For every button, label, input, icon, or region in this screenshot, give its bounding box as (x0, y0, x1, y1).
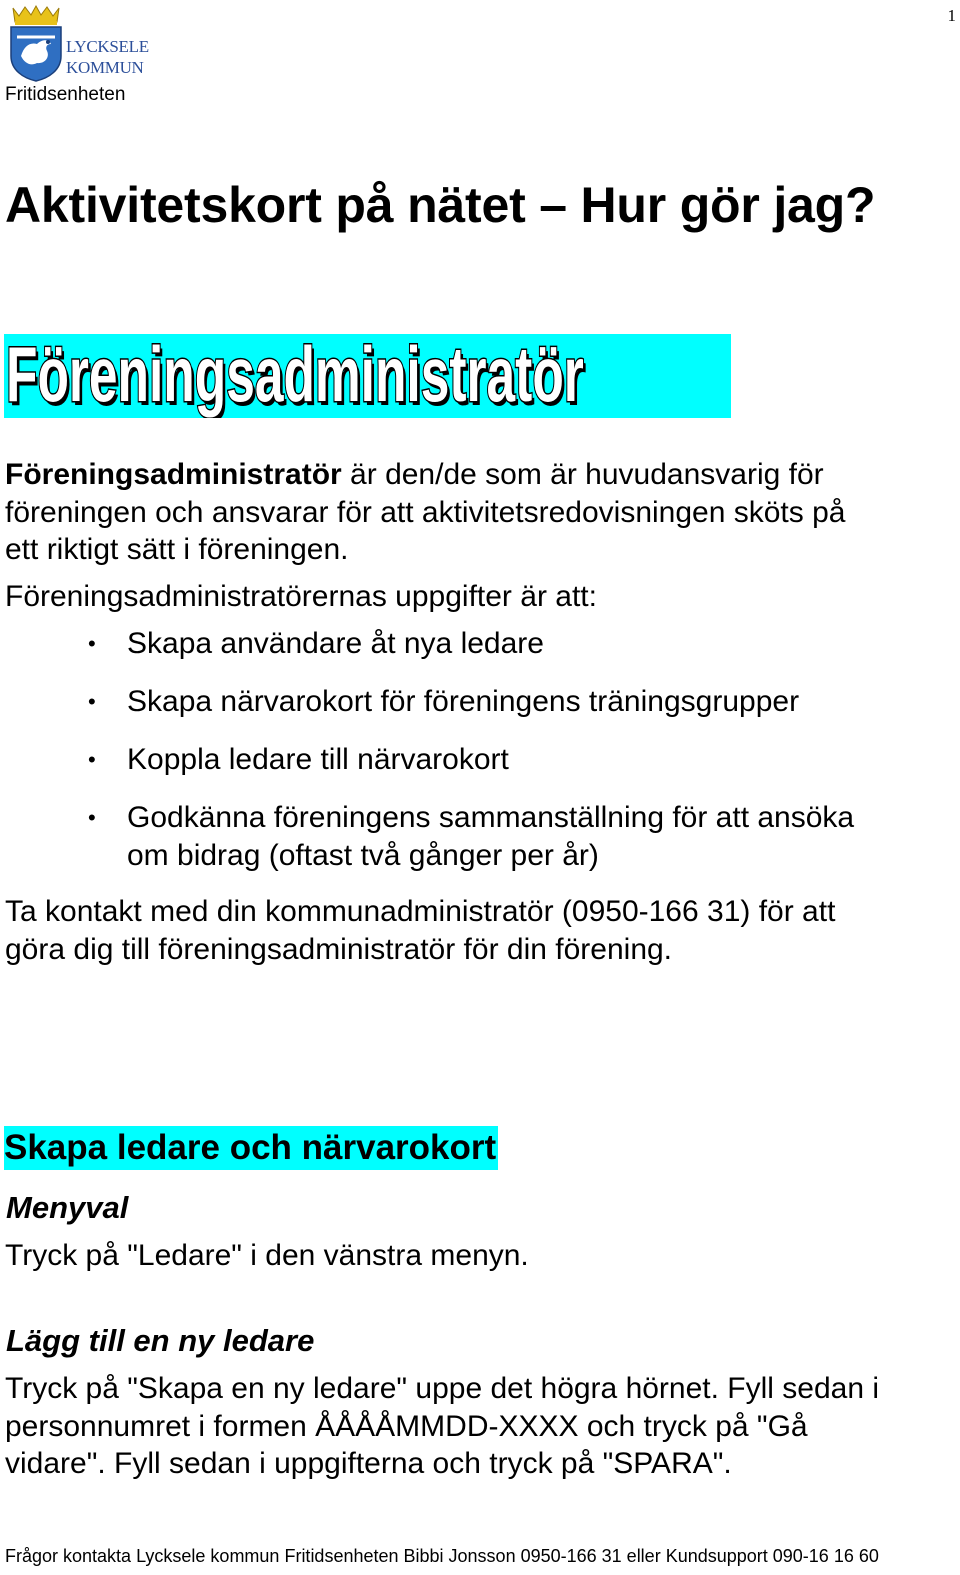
list-item-text: Skapa närvarokort för föreningens träningsgrupper (127, 685, 800, 718)
intro-line3: ett riktigt sätt i föreningen. (5, 533, 349, 566)
add-line2: personnumret i formen ÅÅÅÅMMDD-XXXX och tryck på "Gå (5, 1409, 808, 1443)
add-line1: Tryck på "Skapa en ny ledare" uppe det högra hörnet. Fyll sedan i (5, 1372, 880, 1405)
intro-paragraph (5, 456, 845, 569)
bullet-icon: • (88, 747, 96, 772)
intro-bold-term: Föreningsadministratör (5, 458, 342, 491)
contact-paragraph (5, 893, 835, 968)
intro-line1: är den/de som är huvudansvarig för (341, 458, 824, 491)
bullet-icon: • (88, 689, 96, 714)
add-leader-subheading: Lägg till en ny ledare (6, 1323, 315, 1358)
list-item (0, 741, 960, 779)
municipality-logo (4, 2, 154, 110)
menu-instruction: Tryck på "Ledare" i den vänstra menyn. (5, 1239, 529, 1272)
list-item (0, 625, 960, 663)
list-item-text: Godkänna föreningens sammanställning för att ansöka (127, 801, 855, 834)
menu-subheading: Menyval (6, 1190, 129, 1225)
intro-line2: föreningen och ansvarar för att aktivitetsredovisningen sköts på (5, 495, 846, 529)
add-line3: vidare". Fyll sedan i uppgifterna och tryck på "SPARA". (5, 1447, 732, 1480)
unit-name: Fritidsenheten (5, 84, 126, 105)
bullet-icon: • (88, 805, 96, 830)
footer-contact: Frågor kontakta Lycksele kommun Fritidsenheten Bibbi Jonsson 0950-166 31 eller Kundsupport 090-16 16 60 (5, 1546, 879, 1566)
contact-line2: göra dig till föreningsadministratör för din förening. (5, 932, 673, 966)
task-list (0, 625, 960, 895)
add-leader-instruction (5, 1370, 879, 1483)
list-item-text: Skapa användare åt nya ledare (127, 627, 544, 660)
logo-text-line1: LYCKSELE (66, 37, 149, 56)
bullet-icon: • (88, 631, 96, 656)
tasks-intro: Föreningsadministratörernas uppgifter är att: (5, 580, 597, 613)
page-title: Aktivitetskort på nätet – Hur gör jag? (5, 177, 876, 233)
logo-text-line2: KOMMUN (66, 58, 144, 77)
role-banner-text: Föreningsadministratör (6, 334, 584, 418)
list-item-text-continued: om bidrag (oftast två gånger per år) (127, 838, 599, 872)
page-number: 1 (947, 6, 956, 25)
contact-line1: Ta kontakt med din kommunadministratör (0950-166 31) för att (5, 895, 836, 928)
role-banner (4, 334, 731, 418)
list-item (0, 799, 960, 874)
section-heading: Skapa ledare och närvarokort (4, 1126, 498, 1170)
list-item-text: Koppla ledare till närvarokort (127, 743, 509, 776)
list-item (0, 683, 960, 721)
coat-of-arms-icon (7, 4, 65, 82)
